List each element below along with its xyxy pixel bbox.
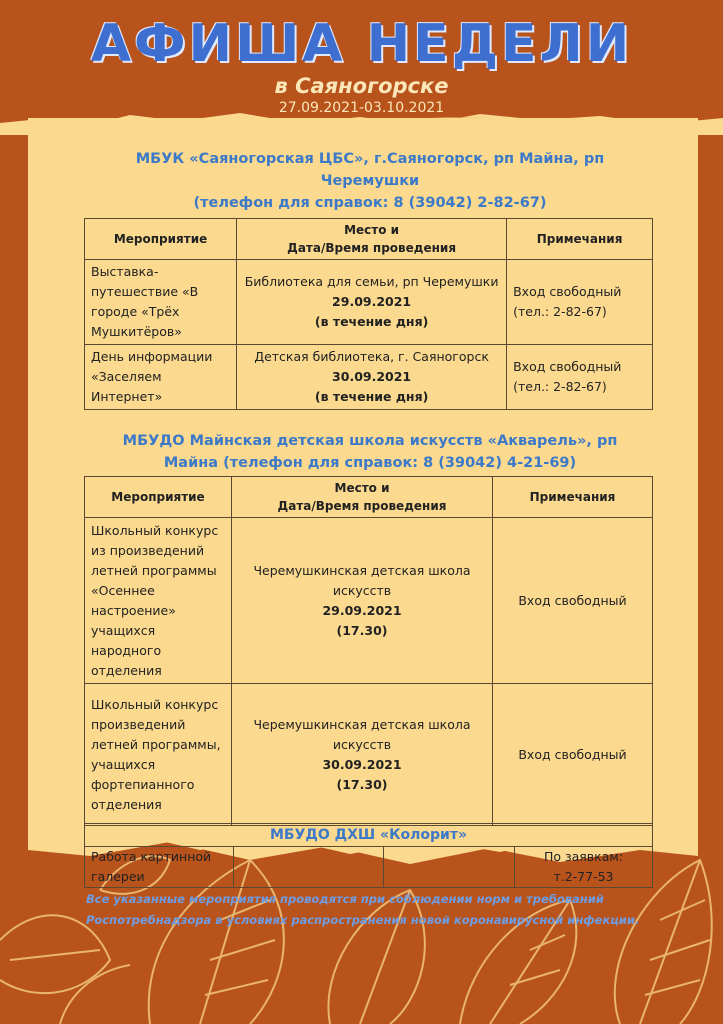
event-place: Детская библиотека, г. Саяногорск bbox=[254, 349, 489, 364]
event-note: Вход свободный bbox=[493, 518, 653, 684]
event-time: (17.30) bbox=[336, 622, 388, 638]
event-place-date bbox=[237, 345, 507, 410]
event-note: Вход свободный bbox=[493, 684, 653, 826]
event-name: Школьный конкурс произведений летней программы, учащихся фортепианного отделения bbox=[85, 684, 232, 826]
column-header-place bbox=[237, 219, 507, 260]
event-name: День информации «Заселяем Интернет» bbox=[85, 345, 237, 410]
event-place-date bbox=[237, 260, 507, 345]
event-note-line: По заявкам: bbox=[543, 849, 624, 864]
event-time: (17.30) bbox=[336, 776, 388, 792]
event-note: Вход свободный (тел.: 2-82-67) bbox=[507, 345, 653, 410]
event-date: 29.09.2021 bbox=[322, 602, 402, 618]
event-date-empty bbox=[384, 847, 515, 887]
org-line: МБУДО Майнская детская школа искусств «Акварель», рп bbox=[122, 433, 618, 449]
column-header-place-text: Место и Дата/Время проведения bbox=[277, 481, 447, 513]
date-range: 27.09.2021-03.10.2021 bbox=[278, 100, 445, 116]
table-row bbox=[85, 684, 653, 826]
event-date: 30.09.2021 bbox=[322, 756, 402, 772]
event-place-date bbox=[232, 684, 493, 826]
event-note: Вход свободный (тел.: 2-82-67) bbox=[507, 260, 653, 345]
events-table-1 bbox=[84, 218, 653, 410]
event-name: Выставка-путешествие «В городе «Трёх Мушкитёров» bbox=[85, 260, 237, 345]
org-phone: (телефон для справок: 8 (39042) 2-82-67) bbox=[193, 195, 547, 211]
event-place-date bbox=[232, 518, 493, 684]
table-row bbox=[84, 846, 653, 888]
event-time: (в течение дня) bbox=[314, 314, 429, 329]
event-place: Черемушкинская детская школа искусств bbox=[253, 562, 471, 598]
event-place-empty bbox=[234, 847, 384, 887]
org-line: Черемушки bbox=[320, 173, 420, 189]
table-header-row bbox=[85, 219, 653, 260]
event-name: Работа картинной галереи bbox=[85, 847, 234, 887]
events-table-2 bbox=[84, 476, 653, 826]
event-date: 30.09.2021 bbox=[332, 369, 412, 384]
event-time: (в течение дня) bbox=[314, 389, 429, 404]
event-place: Библиотека для семьи, рп Черемушки bbox=[244, 274, 499, 289]
org-line: Майна (телефон для справок: 8 (39042) 4-21-69) bbox=[163, 455, 577, 471]
section3-organization: МБУДО ДХШ «Колорит» bbox=[84, 823, 653, 846]
table-row bbox=[85, 518, 653, 684]
column-header-event: Мероприятие bbox=[85, 219, 237, 260]
section1-organization bbox=[80, 148, 660, 214]
column-header-notes: Примечания bbox=[507, 219, 653, 260]
column-header-event: Мероприятие bbox=[85, 477, 232, 518]
footer-notice-line: Роспотребнадзора в условиях распространения новой коронавирусной инфекции. bbox=[86, 913, 640, 927]
table-row bbox=[85, 260, 653, 345]
section2-organization bbox=[80, 430, 660, 474]
footer-notice-line: Все указанные мероприятия проводятся при соблюдении норм и требований bbox=[86, 892, 604, 906]
event-name: Школьный конкурс из произведений летней программы «Осеннее настроение» учащихся народного отделения bbox=[85, 518, 232, 684]
event-place: Черемушкинская детская школа искусств bbox=[253, 716, 471, 752]
column-header-place bbox=[232, 477, 493, 518]
column-header-place-text: Место и Дата/Время проведения bbox=[287, 223, 457, 255]
column-header-notes: Примечания bbox=[493, 477, 653, 518]
event-note-line: т.2-77-53 bbox=[553, 869, 614, 884]
event-date: 29.09.2021 bbox=[332, 294, 412, 309]
org-line: МБУК «Саяногорская ЦБС», г.Саяногорск, рп Майна, рп bbox=[135, 151, 605, 167]
footer-notice bbox=[86, 889, 646, 931]
table-header-row bbox=[85, 477, 653, 518]
event-note bbox=[515, 847, 652, 887]
events-table-3 bbox=[84, 823, 653, 888]
table-row bbox=[85, 345, 653, 410]
page-subtitle: в Саяногорске bbox=[274, 74, 449, 98]
page-title: АФИША НЕДЕЛИ bbox=[90, 14, 633, 74]
